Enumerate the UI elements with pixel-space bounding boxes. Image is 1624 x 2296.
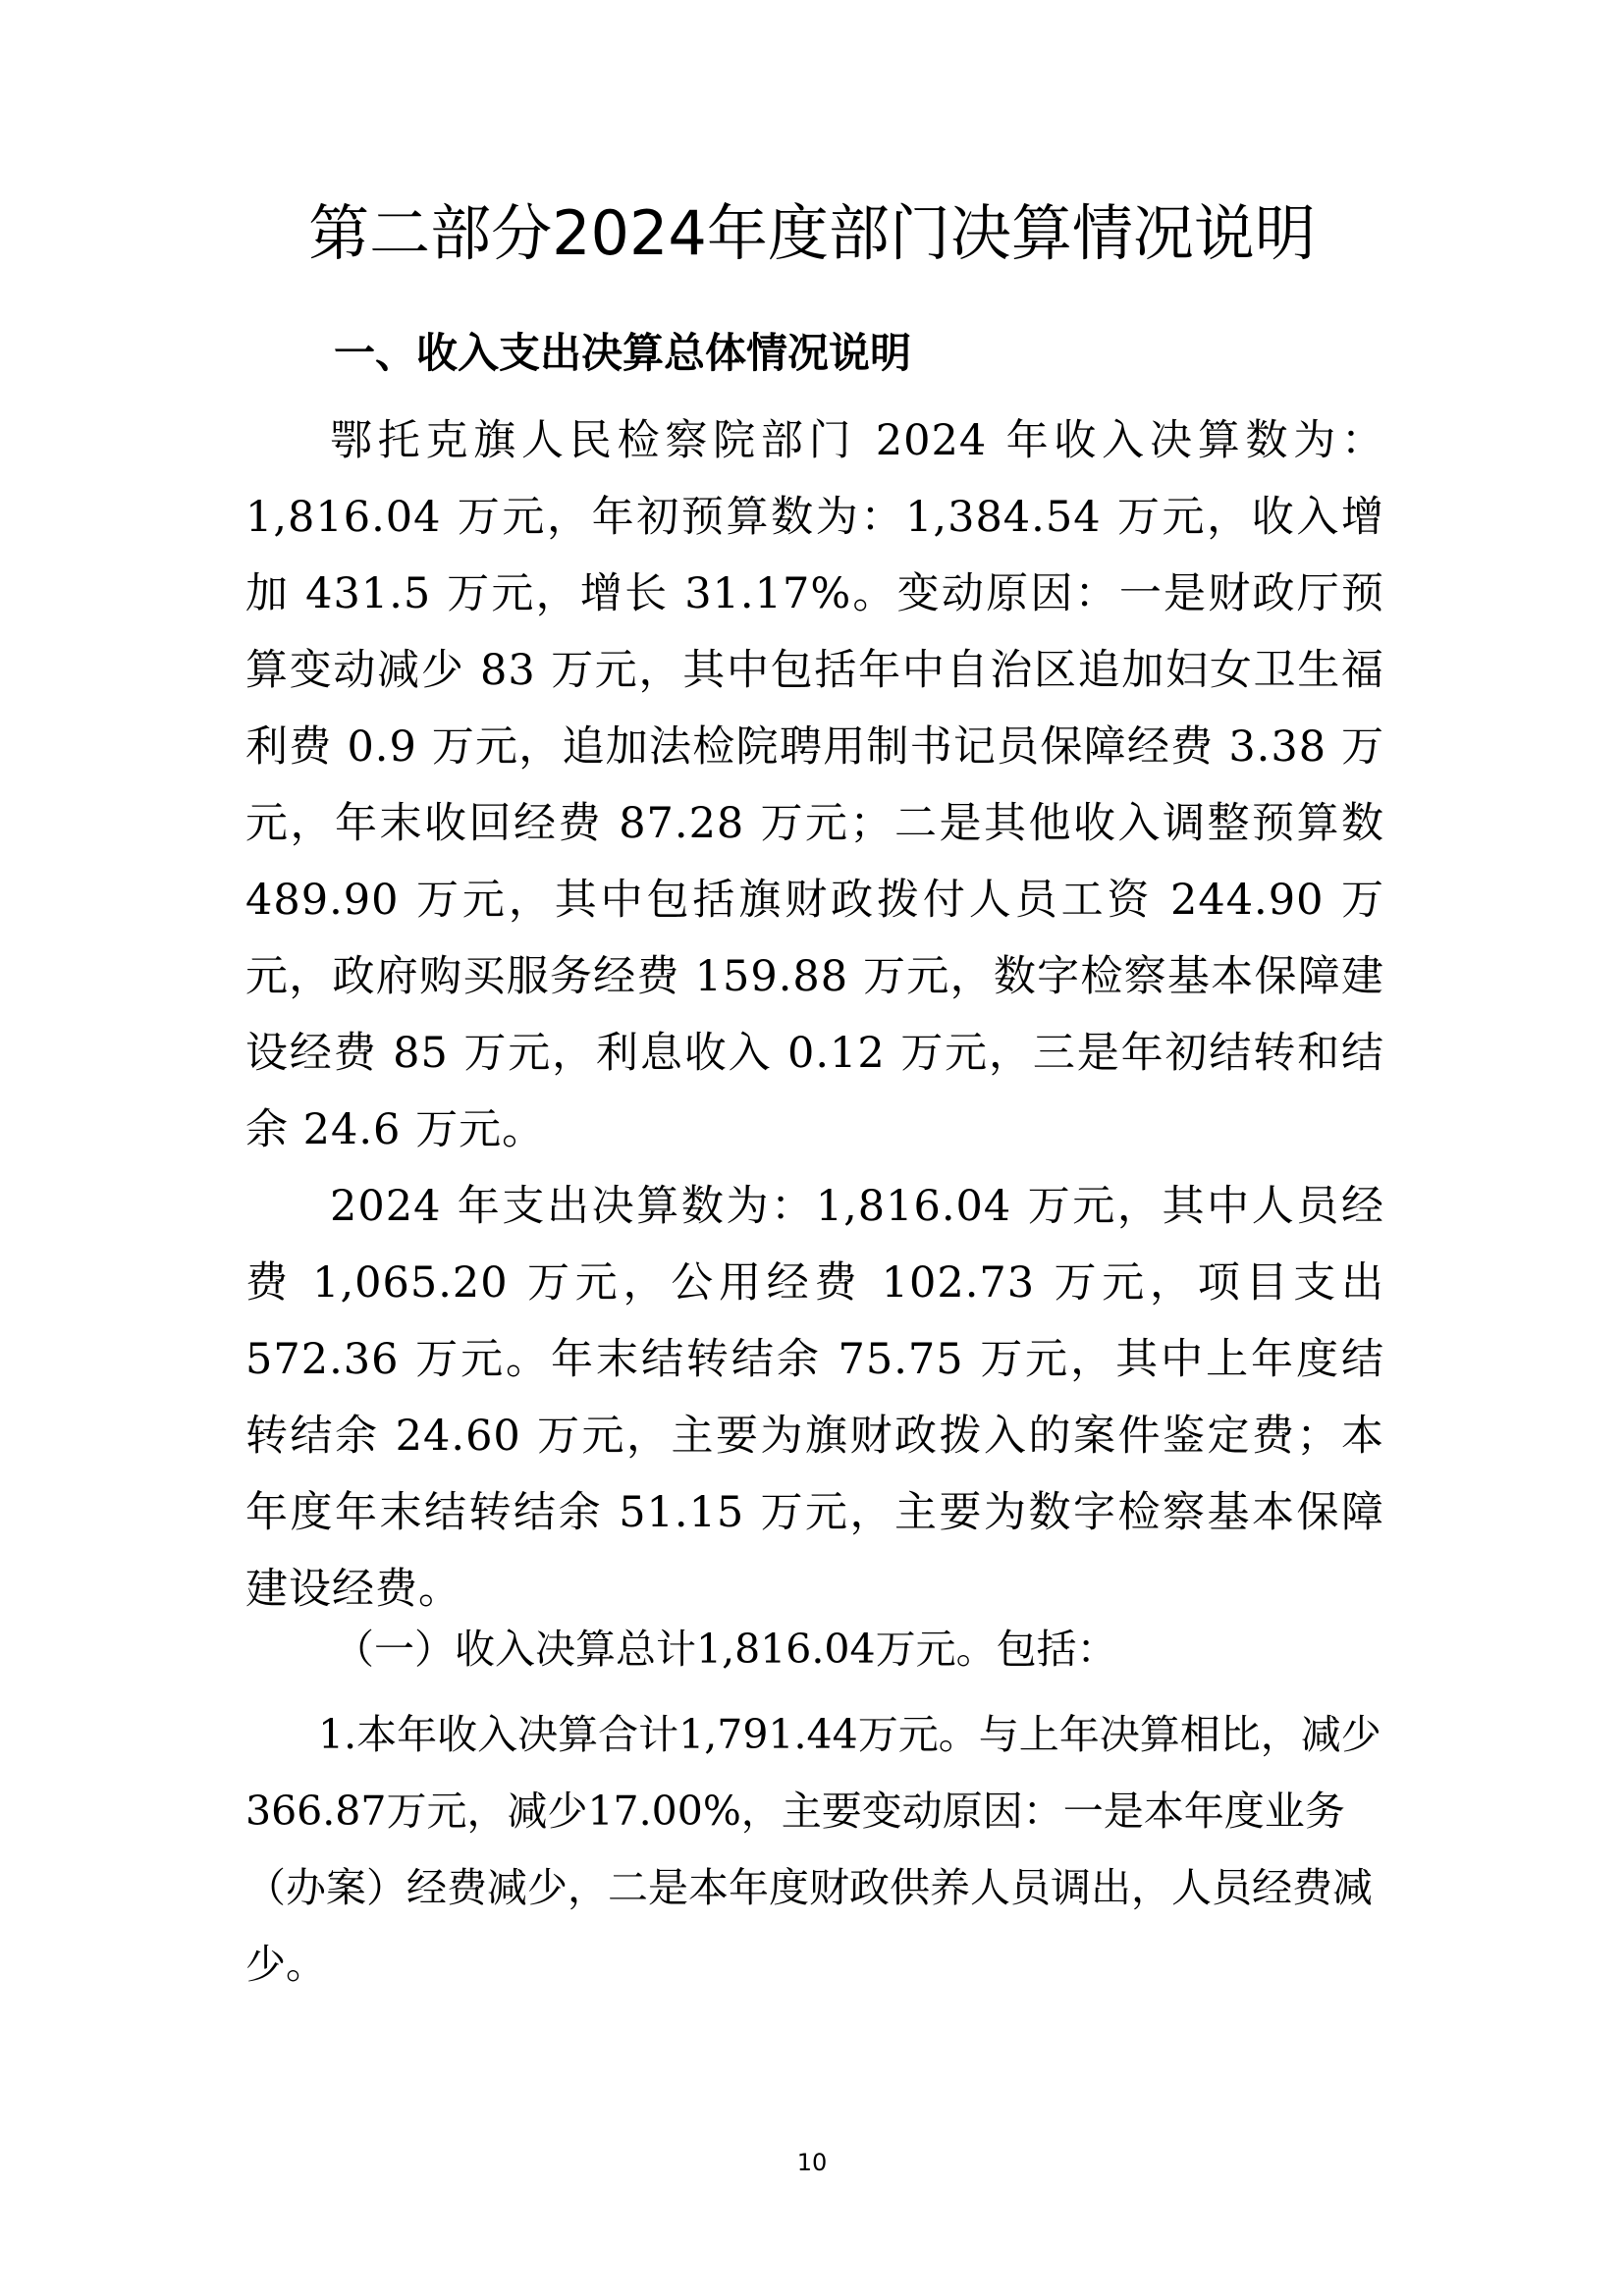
page-title: 第二部分2024年度部门决算情况说明 [308,197,1316,269]
section-heading: 一、收入支出决算总体情况说明 [334,329,912,377]
body-paragraph-annual-income: 1.本年收入决算合计1,791.44万元。与上年决算相比，减少366.87万元，减少17.00%，主要变动原因：一是本年度业务（办案）经费减少，二是本年度财政供养人员调出，人员经费减少。 [245,1711,1381,1988]
body-paragraph-income: 鄂托克旗人民检察院部门 2024 年收入决算数为：1,816.04 万元，年初预算数为：1,384.54 万元，收入增加 431.5 万元，增长 31.17%。变动原因：一是财政厅预算变动减少 83 万元，其中包括年中自治区追加妇女卫生福利费 0.9 万元，追加法检院聘用制书记员保障经费 3.38 万元，年末收回经费 87.28 万元；二是其他收入调整预算数 489.90 万元，其中包括旗财政拨付人员工资 244.90 万元，政府购买服务经费 159.88 万元，数字检察基本保障建设经费 85 万元，利息收入 0.12 万元，三是年初结转和结余 24.6 万元。 [245,416,1384,1154]
page-number: 10 [796,2149,828,2176]
sub-heading-income-total: （一）收入决算总计1,816.04万元。包括： [334,1626,1117,1673]
body-paragraph-expenditure: 2024 年支出决算数为：1,816.04 万元，其中人员经费 1,065.20 万元，公用经费 102.73 万元，项目支出 572.36 万元。年末结转结余 75.75 万元，其中上年度结转结余 24.60 万元，主要为旗财政拨入的案件鉴定费；本年度年末结转结余 51.15 万元，主要为数字检察基本保障建设经费。 [245,1182,1384,1614]
